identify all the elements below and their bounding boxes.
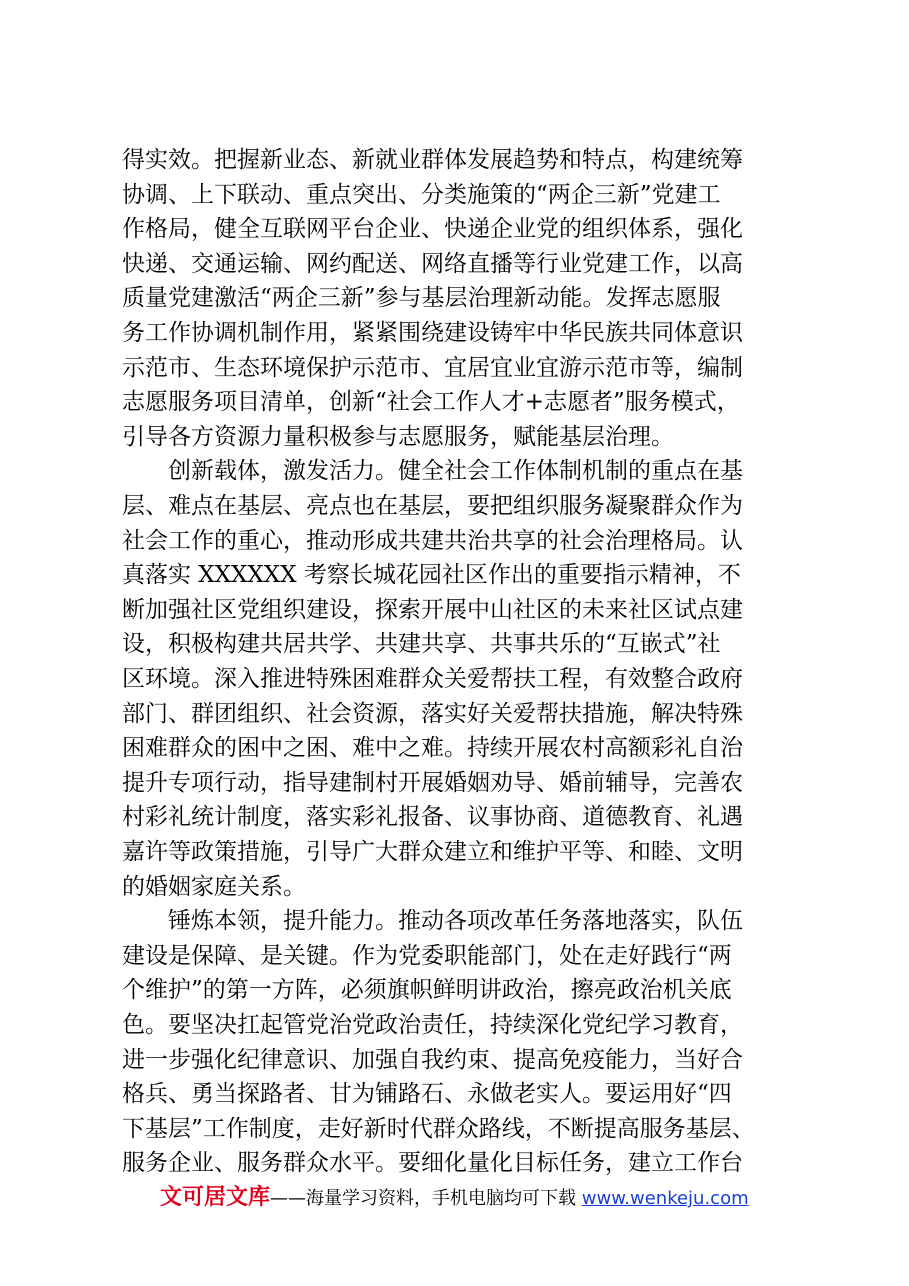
text-line: 村彩礼统计制度，落实彩礼报备、议事协商、道德教育、礼遇 [122,804,743,831]
footer-brand: 文可居文库 [160,1185,271,1210]
text-line: 得实效。把握新业态、新就业群体发展趋势和特点，构建统筹 [122,147,743,173]
text-line: 提升专项行动，指导建制村开展婚姻劝导、婚前辅导，完善农 [122,769,743,796]
text-line: 作格局，健全互联网平台企业、快递企业党的组织体系，强化 [122,216,743,243]
text-line: 格兵、勇当探路者、甘为铺路石、永做老实人。要运用好“四 [122,1081,732,1108]
footer-url-link[interactable]: www.wenkeju.com [581,1188,749,1209]
text-line: 引导各方资源力量积极参与志愿服务，赋能基层治理。 [122,423,674,450]
text-line: 下基层”工作制度，走好新时代群众路线，不断提高服务基层、 [122,1115,755,1142]
text-line: 示范市、生态环境保护示范市、宜居宜业宜游示范市等，编制 [122,354,743,381]
text-line: 色。要坚决扛起管党治党政治责任，持续深化党纪学习教育， [122,1012,743,1038]
text-line: 社会工作的重心，推动形成共建共治共享的社会治理格局。认 [122,527,743,554]
text-line: 区环境。深入推进特殊困难群众关爱帮扶工程，有效整合政府 [122,666,743,692]
paragraph-start-line: 创新载体，激发活力。健全社会工作体制机制的重点在基 [122,458,743,485]
text-line: 个维护”的第一方阵，必须旗帜鲜明讲政治，擦亮政治机关底 [122,977,732,1004]
paragraph-start-line: 锤炼本领，提升能力。推动各项改革任务落地落实，队伍 [122,908,743,935]
text-line: 部门、群团组织、社会资源，落实好关爱帮扶措施，解决特殊 [122,700,743,727]
text-line: 服务企业、服务群众水平。要细化量化目标任务，建立工作台 [122,1150,743,1177]
text-line: 快递、交通运输、网约配送、网络直播等行业党建工作，以高 [122,250,743,277]
text-line: 设，积极构建共居共学、共建共享、共事共乐的“互嵌式”社 [122,631,721,658]
text-line: 建设是保障、是关键。作为党委职能部门，处在走好践行“两 [122,942,732,969]
text-line: 真落实 XXXXXX 考察长城花园社区作出的重要指示精神，不 [122,562,741,589]
text-line: 嘉许等政策措施，引导广大群众建立和维护平等、和睦、文明 [122,839,743,865]
text-line: 断加强社区党组织建设，探索开展中山社区的未来社区试点建 [122,596,743,623]
text-line: 志愿服务项目清单，创新“社会工作人才+志愿者”服务模式， [122,389,740,416]
text-line: 困难群众的困中之困、难中之难。持续开展农村高额彩礼自治 [122,735,743,762]
footer-tagline: ——海量学习资料，手机电脑均可下载 [270,1188,577,1209]
text-line: 进一步强化纪律意识、加强自我约束、提高免疫能力，当好合 [122,1046,743,1073]
text-line: 质量党建激活“两企三新”参与基层治理新动能。发挥志愿服 [122,285,721,312]
text-line: 的婚姻家庭关系。 [122,873,306,900]
footer-banner [160,1182,800,1214]
text-line: 务工作协调机制作用，紧紧围绕建设铸牢中华民族共同体意识 [122,320,743,346]
text-line: 协调、上下联动、重点突出、分类施策的“两企三新”党建工 [122,181,721,208]
text-line: 层、难点在基层、亮点也在基层，要把组织服务凝聚群众作为 [122,493,743,519]
